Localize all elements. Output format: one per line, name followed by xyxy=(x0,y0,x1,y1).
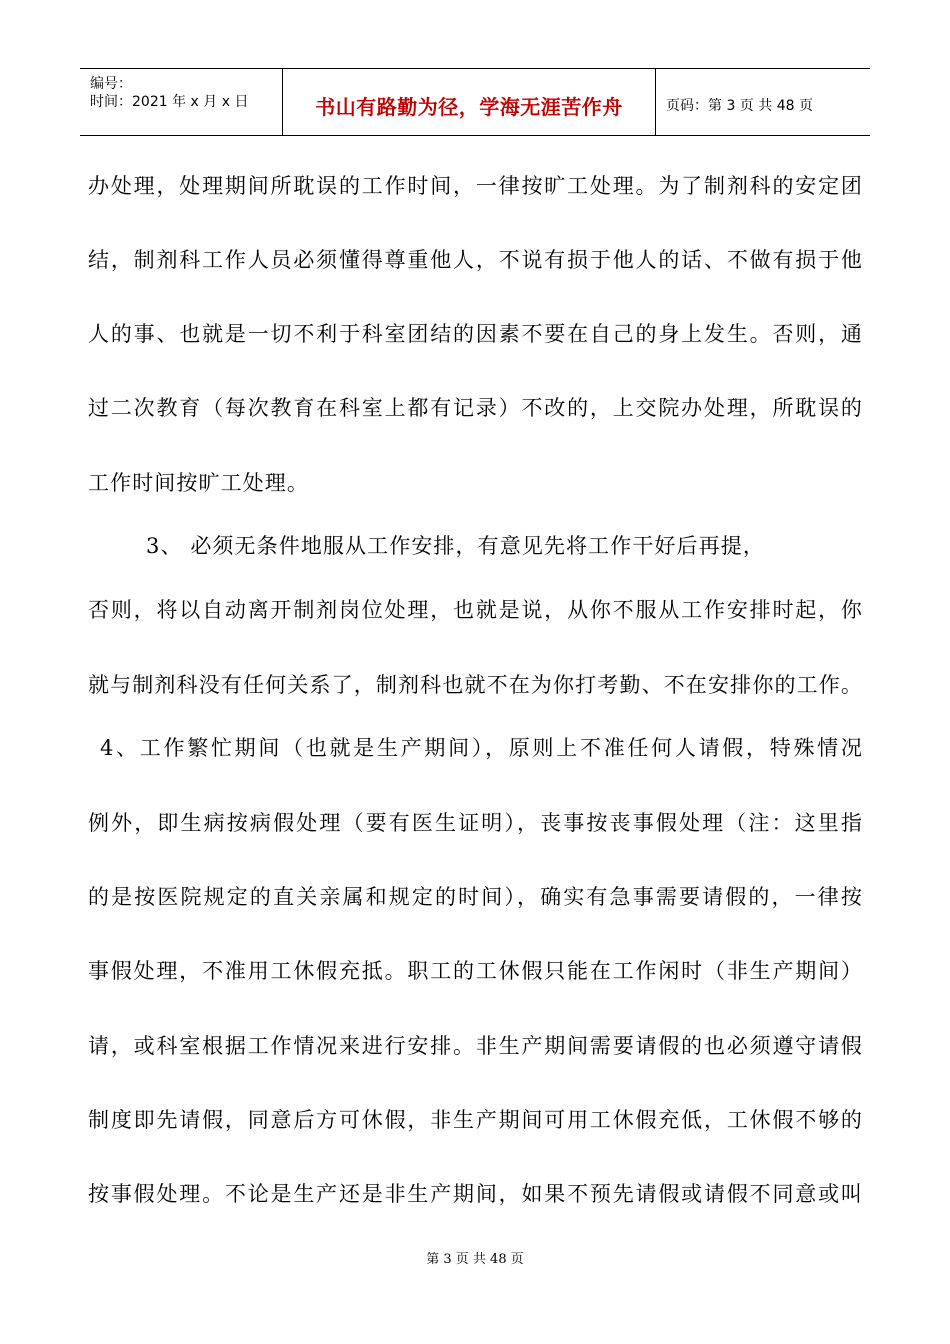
body-line: 办处理，处理期间所耽误的工作时间，一律按旷工处理。为了制剂科的安定团 xyxy=(88,174,863,198)
header-motto-cell xyxy=(282,69,656,135)
document-number-label: 编号： xyxy=(90,76,132,92)
list-item-4: 4、工作繁忙期间（也就是生产期间），原则上不准任何人请假，特殊情况 xyxy=(100,736,863,760)
body-line: 请，或科室根据工作情况来进行安排。非生产期间需要请假的也必须遵守请假 xyxy=(88,1034,863,1058)
body-line: 过二次教育（每次教育在科室上都有记录）不改的，上交院办处理，所耽误的 xyxy=(88,396,863,420)
body-line: 就与制剂科没有任何关系了，制剂科也就不在为你打考勤、不在安排你的工作。 xyxy=(88,673,863,697)
page-footer: 第 3 页 共 48 页 xyxy=(426,1252,524,1267)
header-meta-cell xyxy=(80,69,282,135)
header-page-cell xyxy=(656,69,870,135)
body-line: 的是按医院规定的直关亲属和规定的时间），确实有急事需要请假的，一律按 xyxy=(88,885,863,909)
body-line: 例外，即生病按病假处理（要有医生证明），丧事按丧事假处理（注：这里指 xyxy=(88,811,863,835)
body-line: 按事假处理。不论是生产还是非生产期间，如果不预先请假或请假不同意或叫 xyxy=(88,1182,863,1206)
header-page-info: 页码：第 3 页 共 48 页 xyxy=(666,98,813,114)
body-line: 事假处理，不准用工休假充抵。职工的工休假只能在工作闲时（非生产期间） xyxy=(88,959,863,983)
body-line: 结，制剂科工作人员必须懂得尊重他人，不说有损于他人的话、不做有损于他 xyxy=(88,248,863,272)
body-line: 否则，将以自动离开制剂岗位处理，也就是说，从你不服从工作安排时起，你 xyxy=(88,598,863,622)
body-line: 工作时间按旷工处理。 xyxy=(88,471,309,495)
header-motto: 书山有路勤为径，学海无涯苦作舟 xyxy=(315,95,623,119)
body-line: 制度即先请假，同意后方可休假，非生产期间可用工休假充低，工休假不够的 xyxy=(88,1108,863,1132)
body-line: 人的事、也就是一切不利于科室团结的因素不要在自己的身上发生。否则，通 xyxy=(88,322,863,346)
page-header xyxy=(80,68,870,136)
list-item-3: 3、 必须无条件地服从工作安排，有意见先将工作干好后再提， xyxy=(146,534,765,558)
document-date-label: 时间：2021 年 x 月 x 日 xyxy=(90,94,249,110)
